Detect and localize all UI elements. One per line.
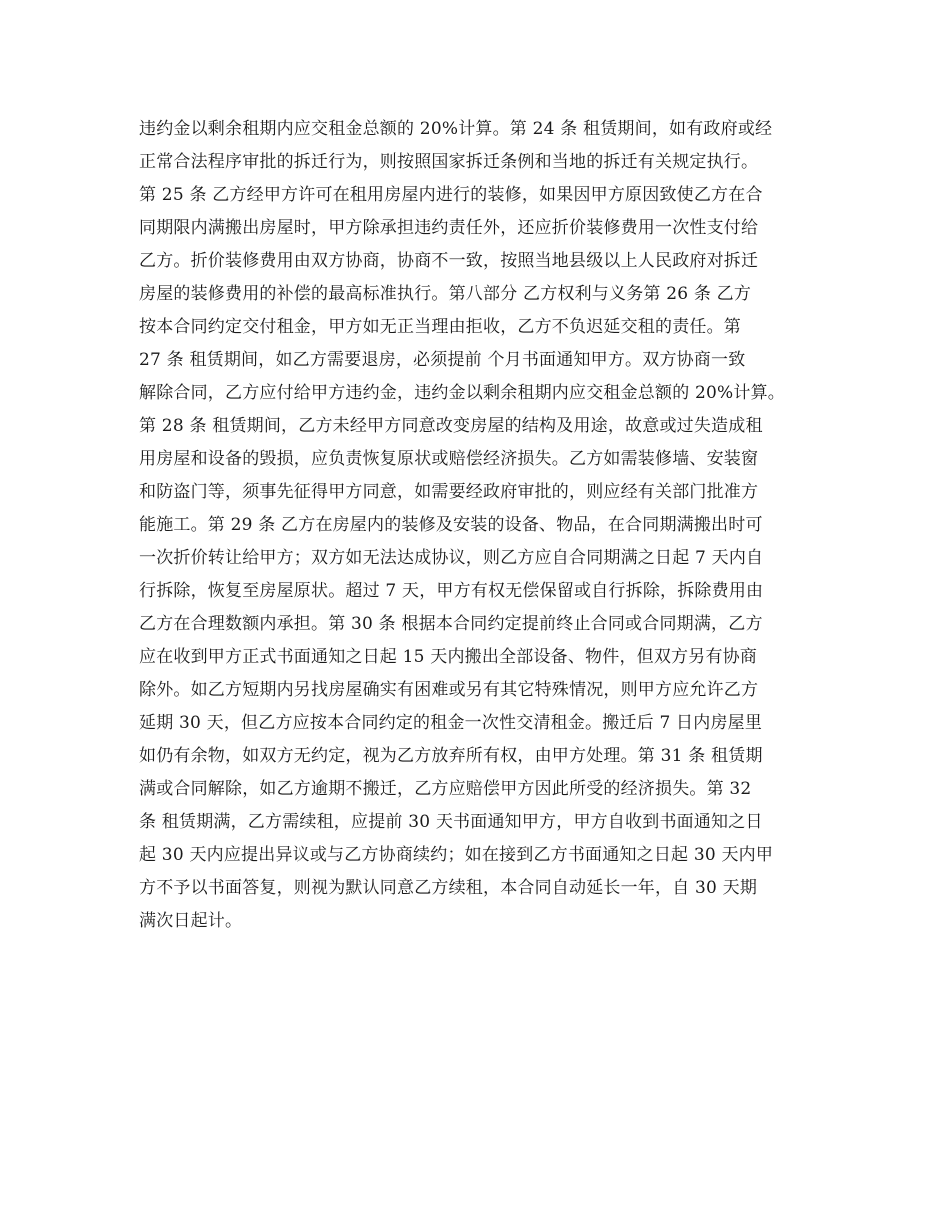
text-line: 满或合同解除，如乙方逾期不搬迁，乙方应赔偿甲方因此所受的经济损失。第 32 — [139, 779, 752, 799]
text-line: 延期 30 天，但乙方应按本合同约定的租金一次性交清租金。搬迁后 7 日内房屋里 — [139, 713, 763, 733]
text-line: 能施工。第 29 条 乙方在房屋内的装修及安装的设备、物品，在合同期满搬出时可 — [139, 515, 763, 535]
text-line: 条 租赁期满，乙方需续租，应提前 30 天书面通知甲方，甲方自收到书面通知之日 — [139, 812, 763, 832]
text-line: 乙方。折价装修费用由双方协商，协商不一致，按照当地县级以上人民政府对拆迁 — [139, 251, 759, 271]
text-line: 解除合同，乙方应付给甲方违约金，违约金以剩余租期内应交租金总额的 20%计算。 — [139, 383, 785, 403]
text-line: 27 条 租赁期间，如乙方需要退房，必须提前 个月书面通知甲方。双方协商一致 — [139, 350, 746, 370]
text-line: 起 30 天内应提出异议或与乙方协商续约；如在接到乙方书面通知之日起 30 天内甲 — [139, 845, 774, 865]
text-line: 除外。如乙方短期内另找房屋确实有困难或另有其它特殊情况，则甲方应允许乙方 — [139, 680, 759, 700]
text-line: 满次日起计。 — [139, 911, 243, 931]
text-line: 一次折价转让给甲方；双方如无法达成协议，则乙方应自合同期满之日起 7 天内自 — [139, 548, 764, 568]
text-line: 方不予以书面答复，则视为默认同意乙方续租，本合同自动延长一年，自 30 天期 — [139, 878, 758, 898]
text-line: 同期限内满搬出房屋时，甲方除承担违约责任外，还应折价装修费用一次性支付给 — [139, 218, 759, 238]
text-line: 正常合法程序审批的拆迁行为，则按照国家拆迁条例和当地的拆迁有关规定执行。 — [139, 152, 759, 172]
text-line: 如仍有余物，如双方无约定，视为乙方放弃所有权，由甲方处理。第 31 条 租赁期 — [139, 746, 763, 766]
contract-text-body — [139, 113, 829, 938]
text-line: 行拆除，恢复至房屋原状。超过 7 天，甲方有权无偿保留或自行拆除，拆除费用由 — [139, 581, 764, 601]
text-line: 和防盗门等，须事先征得甲方同意，如需要经政府审批的，则应经有关部门批准方 — [139, 482, 759, 502]
text-line: 违约金以剩余租期内应交租金总额的 20%计算。第 24 条 租赁期间，如有政府或经 — [139, 119, 773, 139]
text-line: 用房屋和设备的毁损，应负责恢复原状或赔偿经济损失。乙方如需装修墙、安装窗 — [139, 449, 759, 469]
text-line: 按本合同约定交付租金，甲方如无正当理由拒收，乙方不负迟延交租的责任。第 — [139, 317, 741, 337]
text-line: 乙方在合理数额内承担。第 30 条 根据本合同约定提前终止合同或合同期满，乙方 — [139, 614, 763, 634]
text-line: 第 25 条 乙方经甲方许可在租用房屋内进行的装修，如果因甲方原因致使乙方在合 — [139, 185, 763, 205]
text-line: 房屋的装修费用的补偿的最高标准执行。第八部分 乙方权利与义务第 26 条 乙方 — [139, 284, 752, 304]
text-line: 第 28 条 租赁期间，乙方未经甲方同意改变房屋的结构及用途，故意或过失造成租 — [139, 416, 763, 436]
text-line: 应在收到甲方正式书面通知之日起 15 天内搬出全部设备、物件，但双方另有协商 — [139, 647, 758, 667]
